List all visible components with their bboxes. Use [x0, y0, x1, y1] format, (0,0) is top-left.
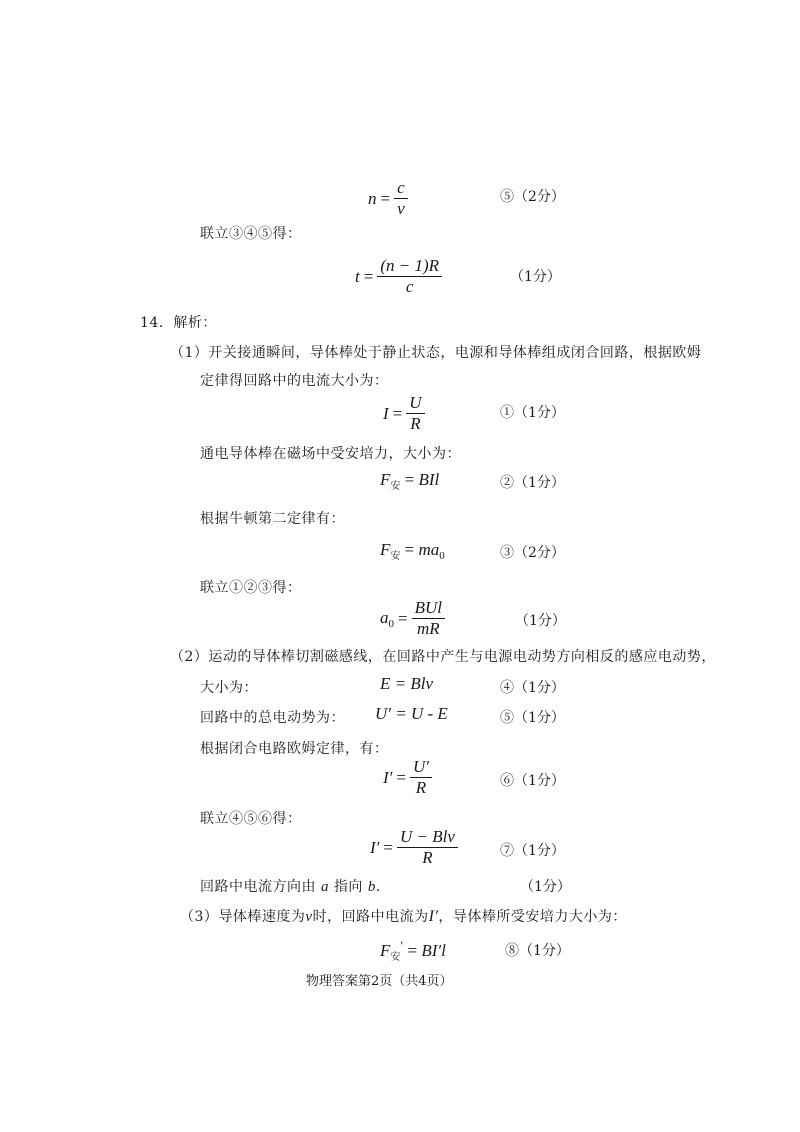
eq-lhs: I: [383, 403, 389, 423]
text-line: （3）导体棒速度为v时，回路中电流为I′，导体棒所受安培力大小为：: [180, 908, 627, 925]
page-footer: 物理答案第2页（共4页）: [306, 974, 453, 989]
eq-numerator: U − Blv: [397, 827, 458, 848]
score-mark: ⑦（1分）: [500, 843, 565, 859]
equation-4: E = Blv: [380, 674, 434, 693]
text-line: 联立③④⑤得：: [200, 226, 302, 242]
eq-lhs: I′: [383, 767, 393, 787]
score-mark: （1分）: [520, 879, 571, 895]
eq-denominator: R: [410, 414, 421, 433]
score-mark: ②（1分）: [500, 475, 565, 491]
score-mark: ⑥（1分）: [500, 773, 565, 789]
eq-denominator: R: [415, 778, 427, 797]
score-mark: ①（1分）: [500, 405, 565, 421]
equation-t: t = $\frac{(n - 1)R}{c}$: [355, 256, 442, 297]
eq-lhs: I′: [370, 837, 380, 857]
eq-denominator: R: [422, 848, 433, 867]
current-direction-line: 回路中电流方向由 a 指向 b.: [200, 879, 381, 895]
equation-5: U′ = U - E: [375, 704, 448, 723]
text-line: 通电导体棒在磁场中受安培力，大小为：: [200, 446, 461, 462]
score-mark: ⑤（2分）: [500, 189, 565, 205]
text-line: 大小为：: [200, 680, 258, 696]
equation-6: I′ = $\frac{U'}{R}$: [383, 757, 432, 798]
eq-denominator: mR: [416, 619, 440, 638]
equation-7: I′ = $\frac{\text{U − Blv}}{R}$: [370, 827, 458, 868]
equation-a0: $a_0$ = $\frac{\text{BUl}}{mR}$: [380, 598, 445, 639]
text-line: （1）开关接通瞬间，导体棒处于静止状态，电源和导体棒组成闭合回路，根据欧姆: [170, 345, 702, 361]
score-mark: ④（1分）: [500, 680, 565, 696]
eq-denominator: v: [397, 199, 405, 218]
equation-n: n = $\frac{c}{v}$: [368, 178, 408, 219]
text-line: 定律得回路中的电流大小为：: [200, 373, 389, 389]
equation-2: $F_安$ = BIl: [380, 470, 440, 492]
text-line: 回路中的总电动势为：: [200, 710, 345, 726]
score-mark: （1分）: [510, 269, 561, 285]
score-mark: ⑧（1分）: [505, 943, 570, 959]
text-line: 根据闭合电路欧姆定律，有：: [200, 741, 389, 757]
equation-1: I = $\frac{U}{R}$: [383, 393, 425, 434]
score-mark: ③（2分）: [500, 545, 565, 561]
score-mark: ⑤（1分）: [500, 710, 565, 726]
question-heading: 14．解析：: [140, 315, 217, 331]
eq-lhs: t: [355, 266, 360, 286]
eq-numerator: BUl: [412, 598, 445, 619]
text-line: 联立④⑤⑥得：: [200, 811, 302, 827]
eq-lhs: n: [368, 188, 377, 208]
equation-3: $F_安 = ma_0$: [380, 540, 445, 562]
eq-numerator: (n − 1)R: [377, 256, 442, 277]
score-mark: （1分）: [515, 613, 566, 629]
text-line: 根据牛顿第二定律有：: [200, 511, 345, 527]
eq-numerator: U: [406, 393, 424, 414]
eq-numerator: U′: [410, 757, 432, 778]
equation-8: $F_安' = BI'l$: [380, 938, 446, 963]
eq-numerator: c: [394, 178, 408, 199]
eq-denominator: c: [405, 277, 414, 296]
text-line: （2）运动的导体棒切割磁感线，在回路中产生与电源电动势方向相反的感应电动势，: [170, 649, 716, 665]
text-line: 联立①②③得：: [200, 580, 302, 596]
